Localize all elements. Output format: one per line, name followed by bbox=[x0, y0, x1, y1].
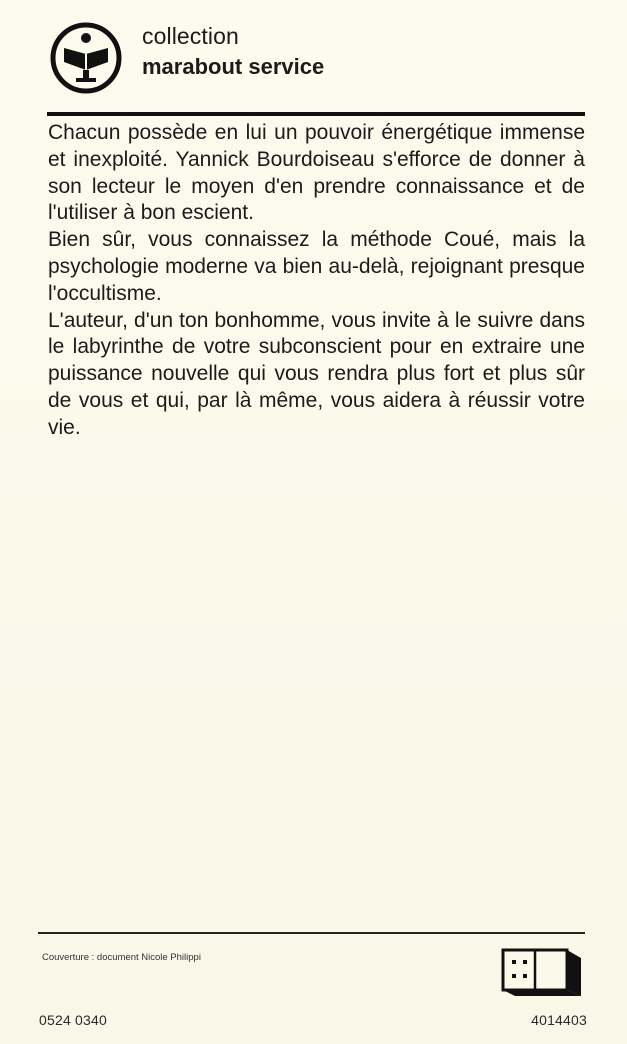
top-divider bbox=[47, 112, 585, 116]
isbn-right: 4014403 bbox=[531, 1012, 587, 1028]
blurb-text bbox=[48, 120, 585, 442]
bottom-divider bbox=[38, 932, 585, 934]
collection-label: collection bbox=[142, 23, 239, 49]
blurb-paragraph: Chacun possède en lui un pouvoir énergétique immense et inexploité. Yannick Bourdoiseau s'efforce de donner à son lecteur le moyen d'en prendre connaissance et de l'utiliser à bon escient. bbox=[48, 121, 585, 225]
cover-credit: Couverture : document Nicole Philippi bbox=[42, 952, 201, 963]
blurb-paragraph: Bien sûr, vous connaissez la méthode Coué, mais la psychologie moderne va bien au-delà, rejoignant presque l'occultisme. bbox=[48, 228, 585, 305]
isbn-left: 0524 0340 bbox=[39, 1012, 107, 1028]
dice-cube-icon bbox=[501, 946, 585, 998]
blurb-paragraph: L'auteur, d'un ton bonhomme, vous invite à le suivre dans le labyrinthe de votre subconscient pour en extraire une puissance nouvelle qui vous rendra plus fort et plus sûr de vous et qui, par là même, vous aidera à réussir votre vie. bbox=[48, 308, 585, 439]
series-name: marabout service bbox=[142, 54, 325, 79]
marabout-book-figure-icon bbox=[50, 22, 122, 94]
